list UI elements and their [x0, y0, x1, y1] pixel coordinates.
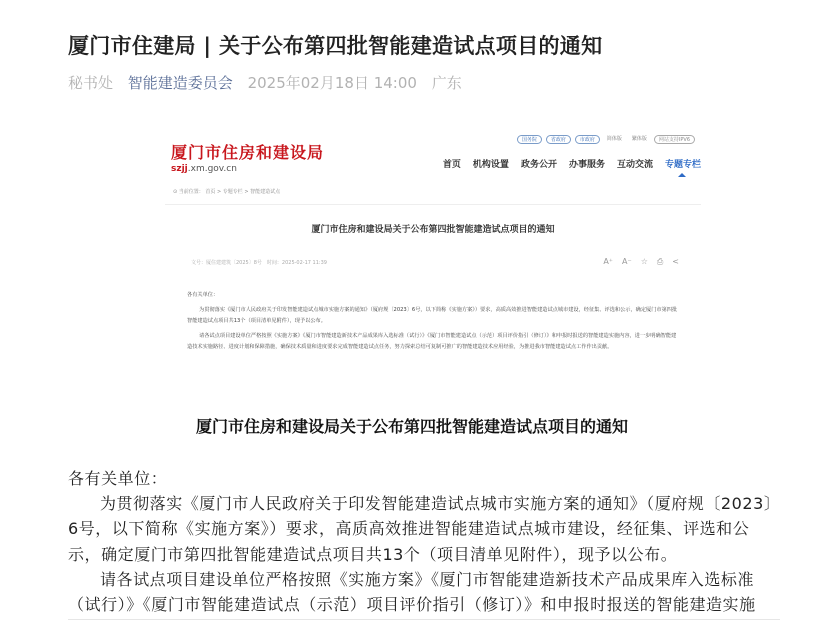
top-link: 网站支持IPV6 — [654, 135, 695, 144]
top-link: 国务院 — [517, 135, 542, 144]
nav-item: 办事服务 — [568, 160, 605, 170]
publish-time: 2025年02月18日 14:00 — [247, 74, 417, 92]
embedded-paragraph: 为贯彻落实《厦门市人民政府关于印发智能建造试点城市实施方案的通知》（厦府规〔2023〕6号，以下简称《实施方案》）要求，高质高效推进智能建造试点城市建设，经征集、评选和公示，确定厦门市第四批智能建造试点项目共13个（项目清单见附件），现予以公布。 — [187, 307, 678, 324]
divider — [165, 204, 701, 205]
top-links — [517, 135, 695, 144]
top-link: 简体版 — [606, 136, 622, 142]
document-body — [68, 466, 780, 617]
body-line: （试行）》《厦门市智能建造试点（示范）项目评价指引（修订）》和申报时报送的智能建造实施 — [68, 594, 756, 614]
embedded-paragraph: 请各试点项目建设单位严格按照《实施方案》《厦门市智能建造新技术产品成果库入选标准（试行）》《厦门市智能建造试点（示范）项目评价指引（修订）》和申报时报送的智能建造实施内容，进一步明确智能建造技术实施路径、进度计划和保障措施，确保技术质量和进度要求完成智能建造试点任务，努力探索总结可复制可推广的智能建造技术应用经验，为推进我市智能建造试点工作作出贡献。 — [187, 333, 677, 350]
embedded-tools — [603, 257, 679, 267]
top-link: 市政府 — [575, 135, 600, 144]
print-icon: ⎙ — [656, 257, 664, 266]
body-line: 各有关单位： — [68, 469, 168, 488]
site-url: szjj.xm.gov.cn — [171, 164, 237, 174]
embedded-body — [187, 290, 679, 357]
embedded-website-screenshot — [165, 128, 701, 386]
article-meta — [68, 72, 472, 93]
embedded-paragraph: 各有关单位： — [187, 292, 219, 298]
document-title: 厦门市住房和建设局关于公布第四批智能建造试点项目的通知 — [195, 417, 628, 436]
breadcrumb: ⊙ 当前位置： 首页 > 专题专栏 > 智能建造试点 — [173, 189, 281, 195]
body-line: 为贯彻落实《厦门市人民政府关于印发智能建造试点城市实施方案的通知》（厦府规〔2023〕 — [100, 494, 781, 514]
site-nav — [443, 157, 701, 170]
nav-item: 互动交流 — [616, 160, 653, 170]
article-title: 厦门市住建局 | 关于公布第四批智能建造试点项目的通知 — [68, 34, 603, 58]
embedded-meta: 文号：厦住建建筑〔2025〕8号 时间：2025-02-17 11:39 — [191, 260, 327, 266]
body-line: 示，确定厦门市第四批智能建造试点项目共13个（项目清单见附件），现予以公布。 — [68, 544, 678, 564]
font-larger-icon: A⁺ — [603, 257, 614, 266]
nav-item: 政务公开 — [520, 160, 557, 170]
font-smaller-icon: A⁻ — [622, 257, 632, 266]
author: 秘书处 — [68, 74, 114, 92]
nav-item-active: 专题专栏 — [664, 160, 701, 170]
star-icon: ☆ — [640, 257, 648, 266]
share-icon: < — [672, 257, 679, 266]
top-link: 繁体版 — [631, 136, 647, 142]
caret-up-icon — [678, 173, 686, 177]
nav-item: 机构设置 — [472, 160, 509, 170]
nav-item: 首页 — [442, 160, 461, 170]
account-link[interactable]: 智能建造委员会 — [127, 74, 233, 92]
location: 广东 — [431, 74, 462, 92]
site-logo: 厦门市住房和建设局 — [171, 143, 325, 162]
body-line: 6号，以下简称《实施方案》）要求，高质高效推进智能建造试点城市建设，经征集、评选和公 — [68, 519, 750, 539]
top-link: 省政府 — [546, 135, 571, 144]
divider — [68, 619, 780, 620]
body-line: 请各试点项目建设单位严格按照《实施方案》《厦门市智能建造新技术产品成果库入选标准 — [100, 569, 755, 589]
embedded-title: 厦门市住房和建设局关于公布第四批智能建造试点项目的通知 — [311, 225, 555, 235]
